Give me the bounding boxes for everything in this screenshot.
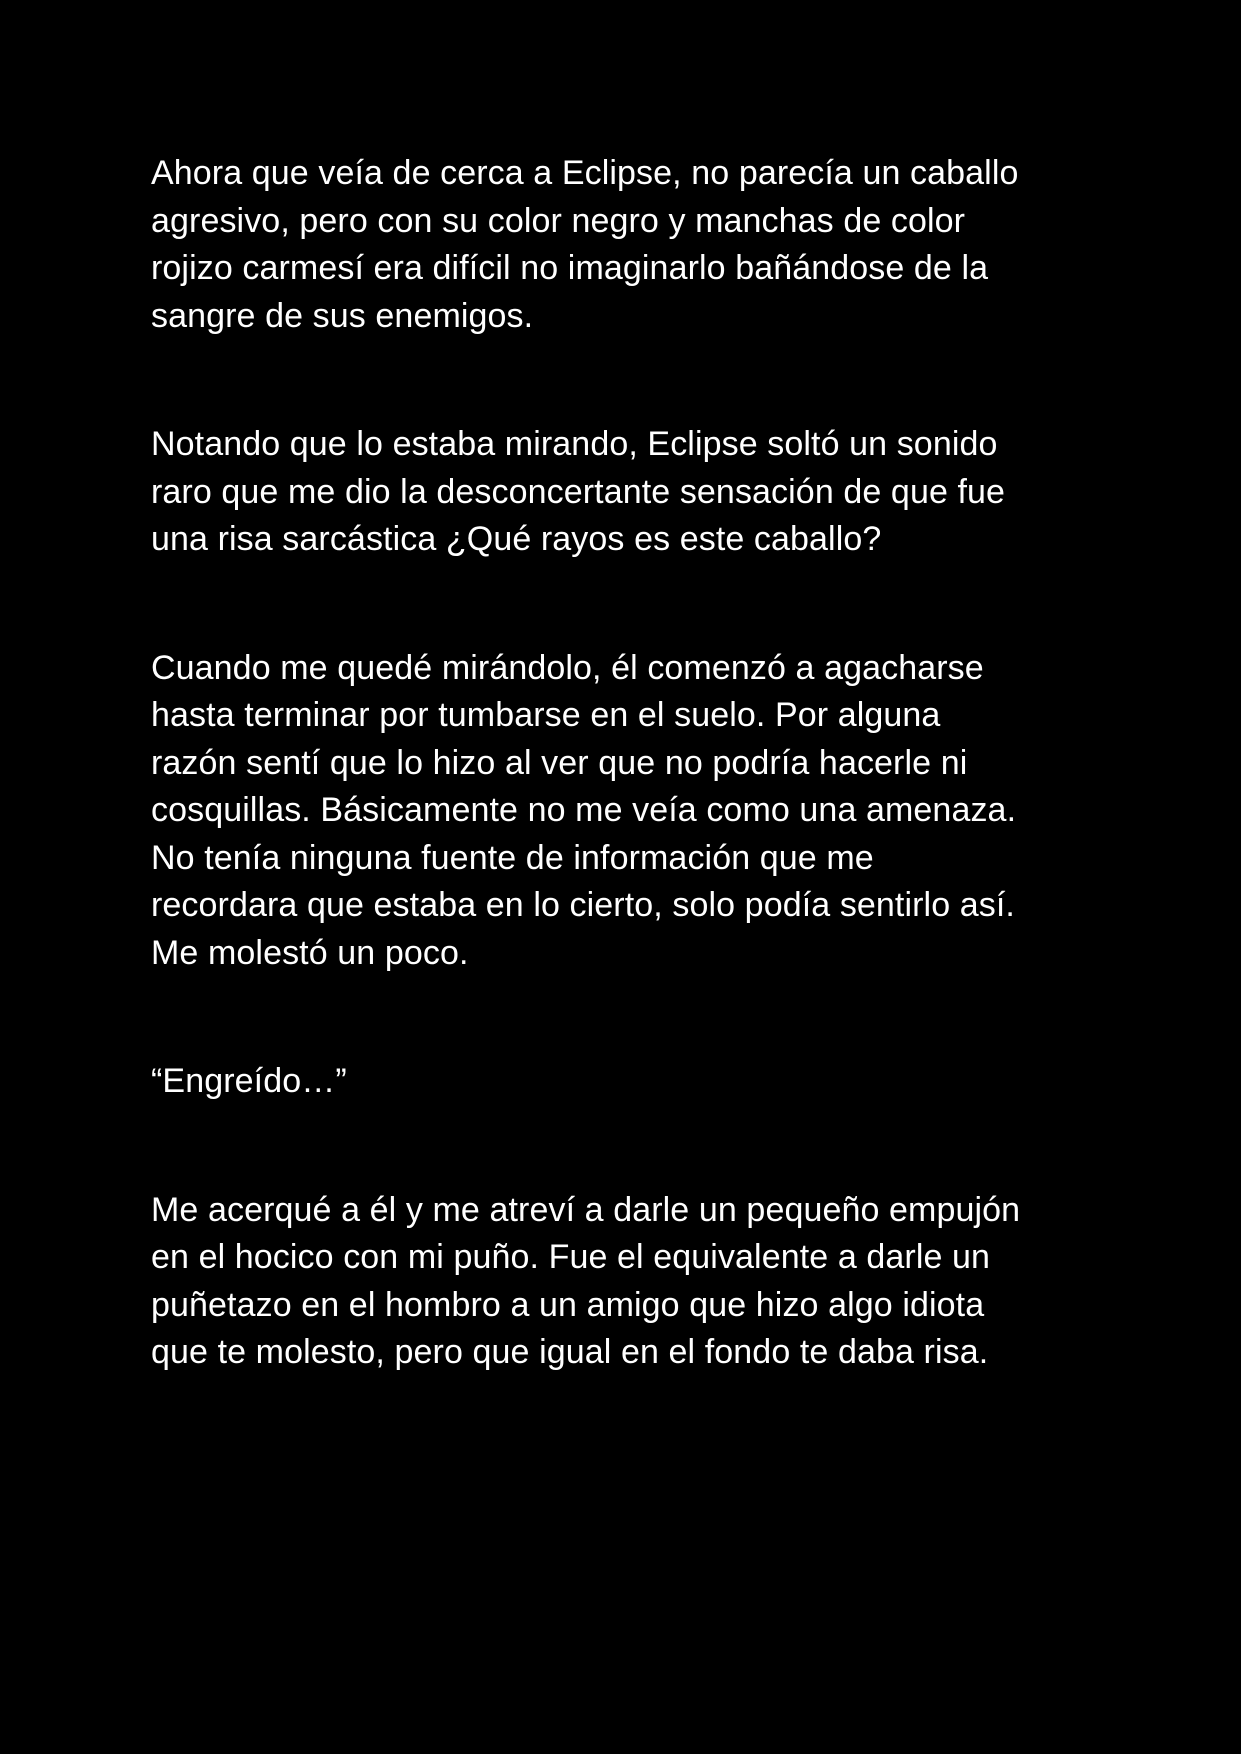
text-line: hasta terminar por tumbarse en el suelo. Por alguna [151,696,941,734]
text-line: puñetazo en el hombro a un amigo que hizo algo idiota [151,1285,985,1324]
text-line: “Engreído…” [151,1062,347,1100]
text-line: sangre de sus enemigos. [151,296,534,335]
text-line: que te molesto, pero que igual en el fondo te daba risa. [151,1333,989,1371]
paragraph-3 [151,645,1111,978]
text-line: raro que me dio la desconcertante sensación de que fue [151,472,1006,511]
paragraph-1 [151,150,1111,340]
text-line: Cuando me quedé mirándolo, él comenzó a agacharse [151,648,984,687]
text-line: recordara que estaba en lo cierto, solo podía sentirlo así. [151,886,1015,924]
text-line: Notando que lo estaba mirando, Eclipse soltó un sonido [151,425,998,463]
text-line: agresivo, pero con su color negro y manchas de color [151,201,966,240]
text-line: razón sentí que lo hizo al ver que no podría hacerle ni [151,743,968,782]
body-text [151,150,1111,1377]
text-line: cosquillas. Básicamente no me veía como una amenaza. [151,791,1017,829]
text-line: Me molestó un poco. [151,933,469,972]
text-line: en el hocico con mi puño. Fue el equivalente a darle un [151,1238,991,1276]
paragraph-4-dialogue [151,1058,1111,1106]
text-line: una risa sarcástica ¿Qué rayos es este caballo? [151,520,882,558]
text-line: rojizo carmesí era difícil no imaginarlo bañándose de la [151,249,989,287]
text-line: Ahora que veía de cerca a Eclipse, no parecía un caballo [151,154,1019,192]
text-line: No tenía ninguna fuente de información que me [151,838,874,877]
text-line: Me acerqué a él y me atreví a darle un pequeño empujón [151,1190,1021,1229]
paragraph-5 [151,1187,1111,1377]
paragraph-2 [151,421,1111,564]
